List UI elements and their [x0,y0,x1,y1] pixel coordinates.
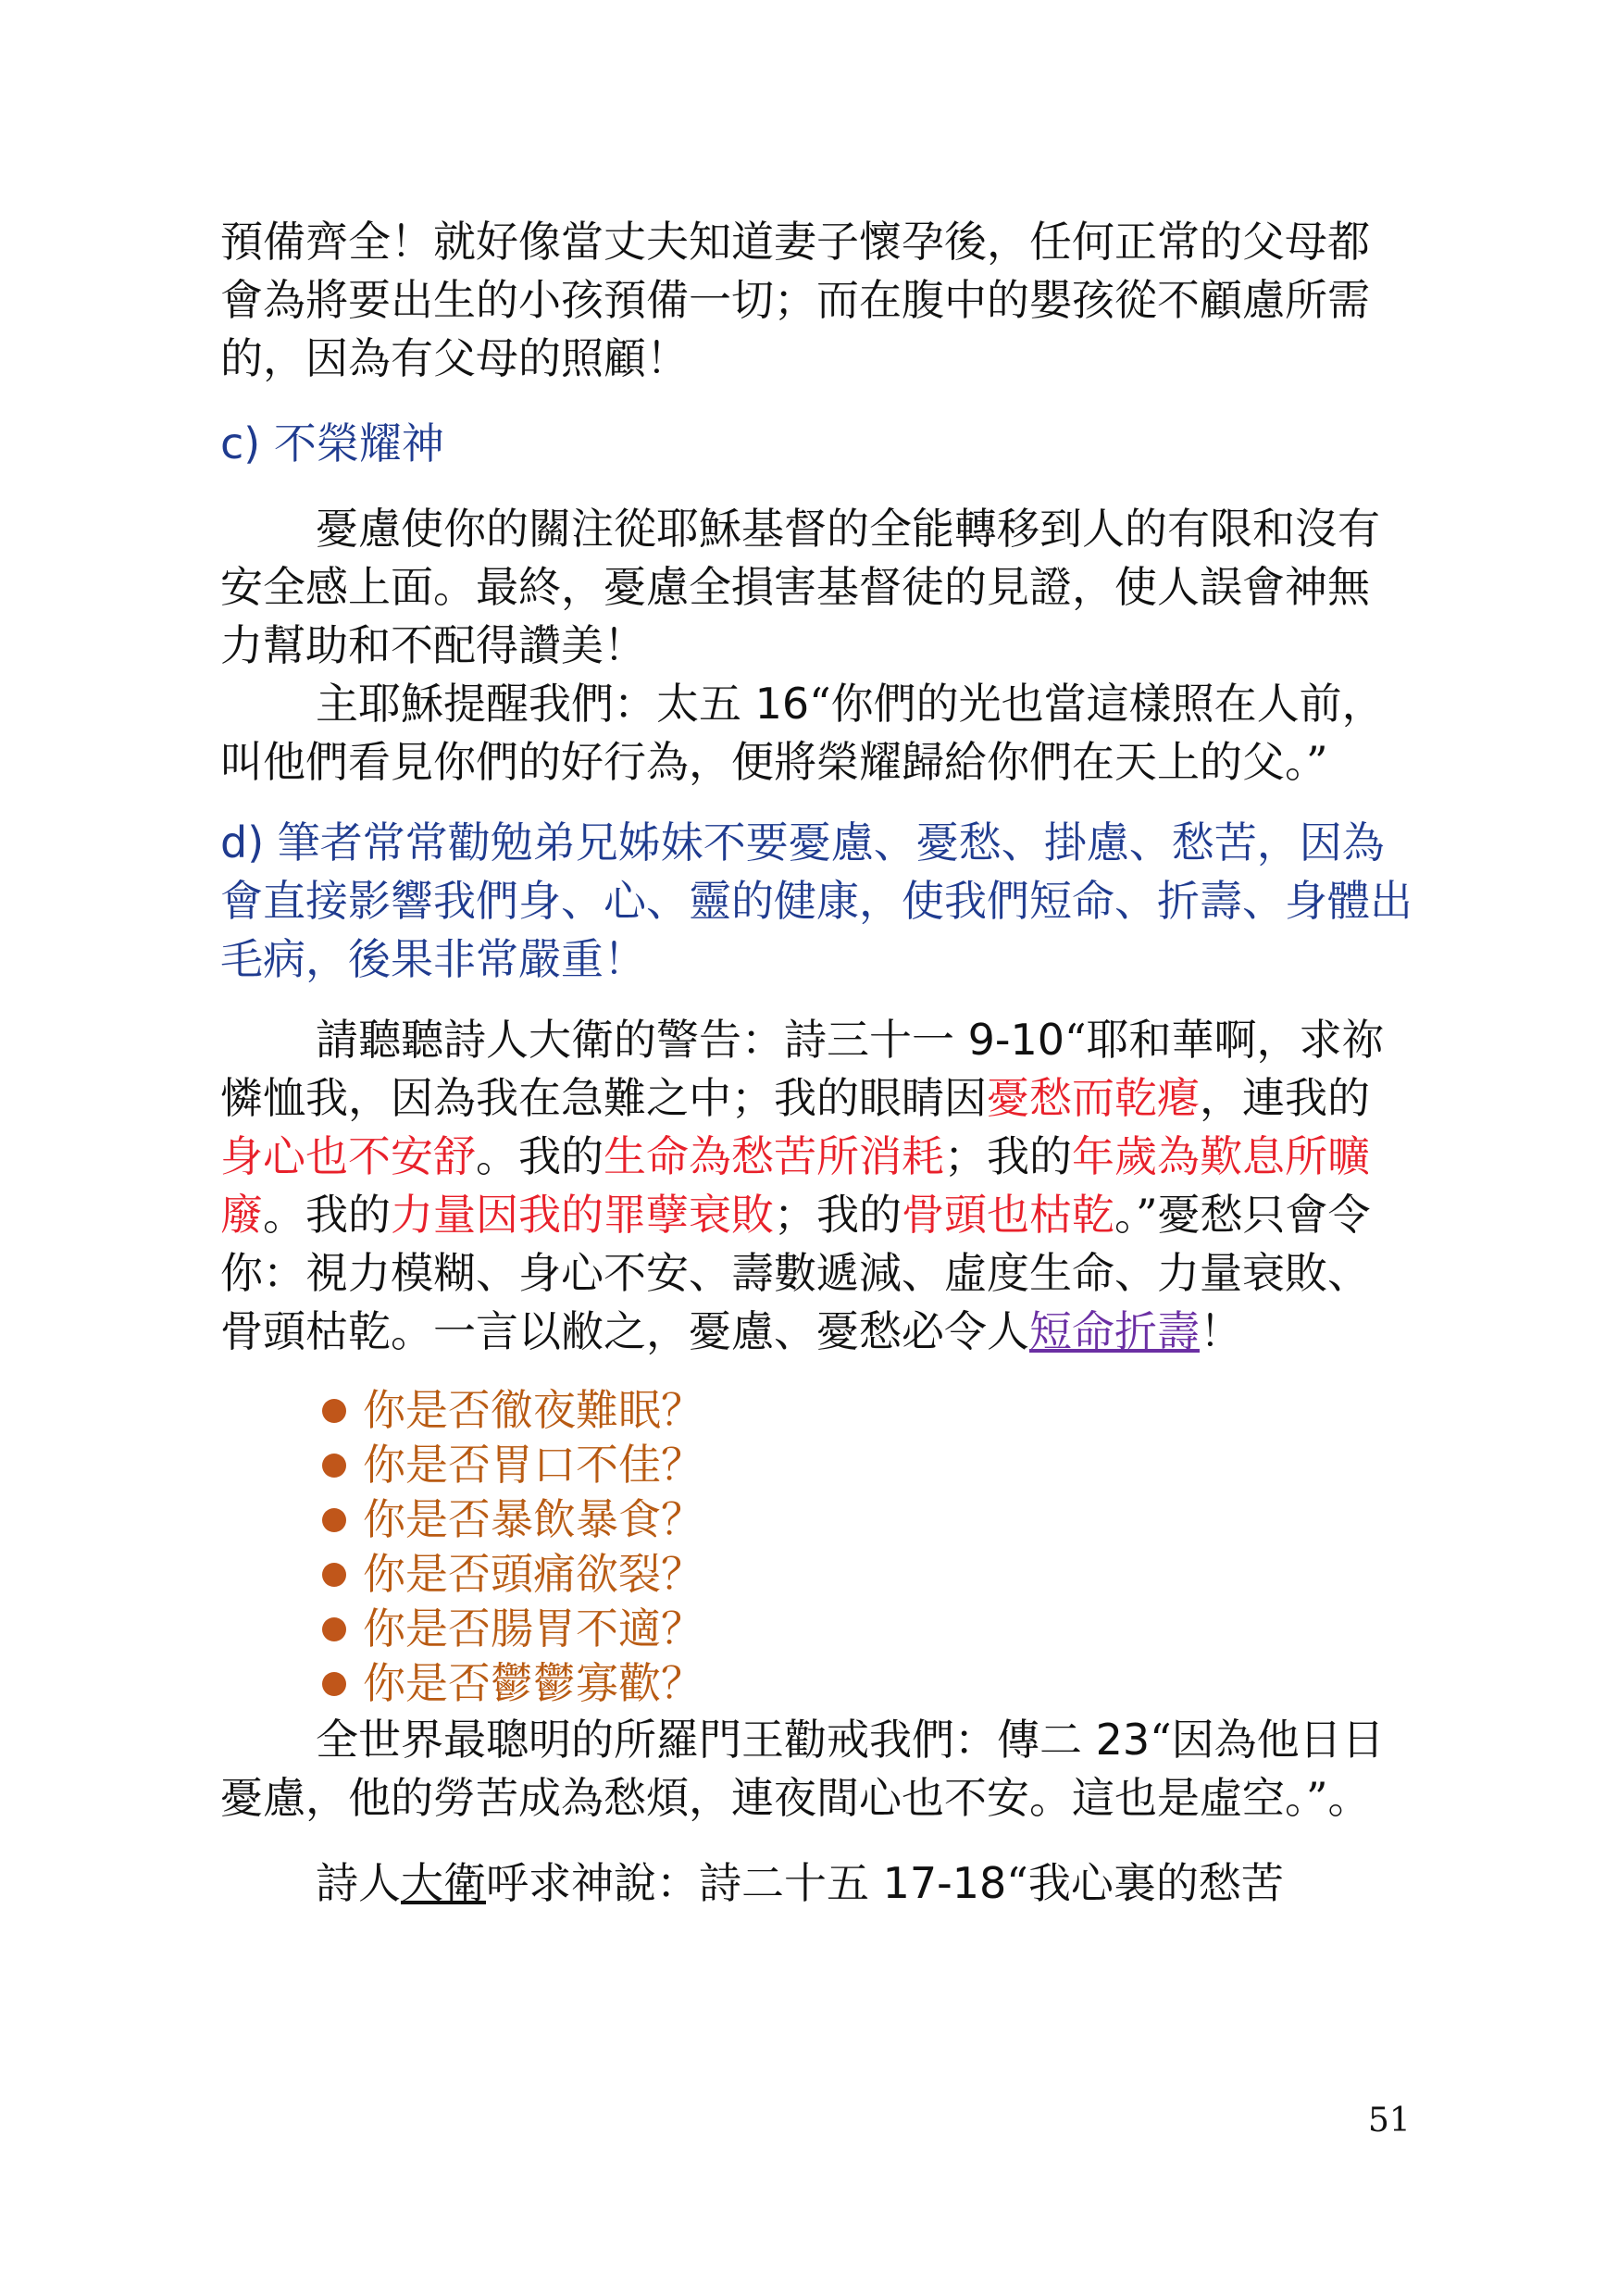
paragraph-david-prayer [220,1854,1405,1913]
page-number: 51 [1368,2102,1411,2140]
emphasis-red: 年歲為歎息所曠廢 [220,1131,1370,1240]
list-item-text: 你是否鬱鬱寡歡？ [363,1658,703,1708]
quote-text: 。” [1114,1190,1158,1240]
list-item-text: 你是否頭痛欲裂？ [363,1549,703,1599]
quote-text: “耶和華啊，求祢憐恤我，因為我在急難之中；我的眼睛因 [220,1015,1385,1123]
list-item-text: 你是否胃口不佳？ [363,1440,703,1490]
scripture-quote: “因為他日日憂慮，他的勞苦成為愁煩，連夜間心也不安。這也是虛空。” [220,1715,1385,1823]
paragraph-matthew-quote [220,675,1405,792]
quote-text: ；我的 [774,1190,902,1240]
bullet-dot-icon [322,1454,346,1478]
paragraph-preparation: 預備齊全！就好像當丈夫知道妻子懷孕後，任何正常的父母都會為將要出生的小孩預備一切；而在腹中的嬰孩從不顧慮所需的，因為有父母的照顧！ [220,217,1370,383]
name-underlined: 大衛 [401,1858,486,1908]
list-item [322,1383,1405,1438]
quote-text: 。我的 [263,1190,391,1240]
list-item [322,1492,1405,1547]
emphasis-red: 身心也不安舒 [220,1131,476,1181]
bullet-dot-icon [322,1399,346,1423]
paragraph-end: 。 [1327,1773,1371,1823]
short-life-link[interactable]: 短命折壽 [1029,1306,1200,1356]
section-heading-d: d) 筆者常常勸勉弟兄姊妹不要憂慮、憂愁、掛慮、愁苦，因為會直接影響我們身、心、靈的健康，使我們短命、折壽、身體出毛病，後果非常嚴重！ [220,817,1413,984]
quote-lead: 呼求神說：詩二十五 17-18 [486,1858,1007,1908]
list-item-text: 你是否暴飲暴食？ [363,1494,703,1544]
paragraph-tail: 憂愁只會令你：視力模糊、身心不安、壽數遞減、虛度生命、力量衰敗、骨頭枯乾。一言以敝之，憂慮、憂愁必令人 [220,1190,1371,1356]
list-item [322,1547,1405,1602]
paragraph-worry-effect: 憂慮使你的關注從耶穌基督的全能轉移到人的有限和沒有安全感上面。最終，憂慮全損害基督徒的見證，使人誤會神無力幫助和不配得讚美！ [220,504,1380,670]
emphasis-red: 力量因我的罪孽衰敗 [391,1190,774,1240]
paragraph-solomon-quote [220,1711,1405,1828]
quote-lead: 詩人 [316,1858,401,1908]
scripture-quote: “你們的光也當這樣照在人前，叫他們看見你們的好行為，便將榮耀歸給你們在天上的父。” [220,679,1385,787]
document-body [220,213,1413,1913]
emphasis-red: 骨頭也枯乾 [902,1190,1114,1240]
quote-text: ，連我的 [1200,1073,1370,1123]
quote-lead: 請聽聽詩人大衛的警告：詩三十一 9-10 [316,1015,1065,1065]
list-item [322,1438,1405,1492]
list-item-text: 你是否腸胃不適？ [363,1603,703,1653]
quote-text: ；我的 [944,1131,1072,1181]
quote-lead: 主耶穌提醒我們：太五 16 [316,679,810,729]
emphasis-red: 生命為愁苦所消耗 [604,1131,944,1181]
list-item [322,1656,1405,1711]
bullet-dot-icon [322,1617,346,1641]
quote-text: 。我的 [476,1131,604,1181]
list-item [322,1602,1405,1656]
bullet-dot-icon [322,1672,346,1696]
scripture-quote: “我心裏的愁苦 [1006,1858,1284,1908]
bullet-dot-icon [322,1508,346,1532]
symptom-list [220,1383,1405,1711]
bullet-dot-icon [322,1563,346,1587]
list-item-text: 你是否徹夜難眠？ [363,1385,703,1435]
paragraph-end: ！ [1200,1306,1242,1356]
paragraph-psalm-warning [220,1011,1405,1361]
quote-lead: 全世界最聰明的所羅門王勸戒我們：傳二 23 [316,1715,1151,1765]
section-heading-c: c) 不榮耀神 [220,418,444,468]
emphasis-red: 憂愁而乾瘪 [987,1073,1200,1123]
